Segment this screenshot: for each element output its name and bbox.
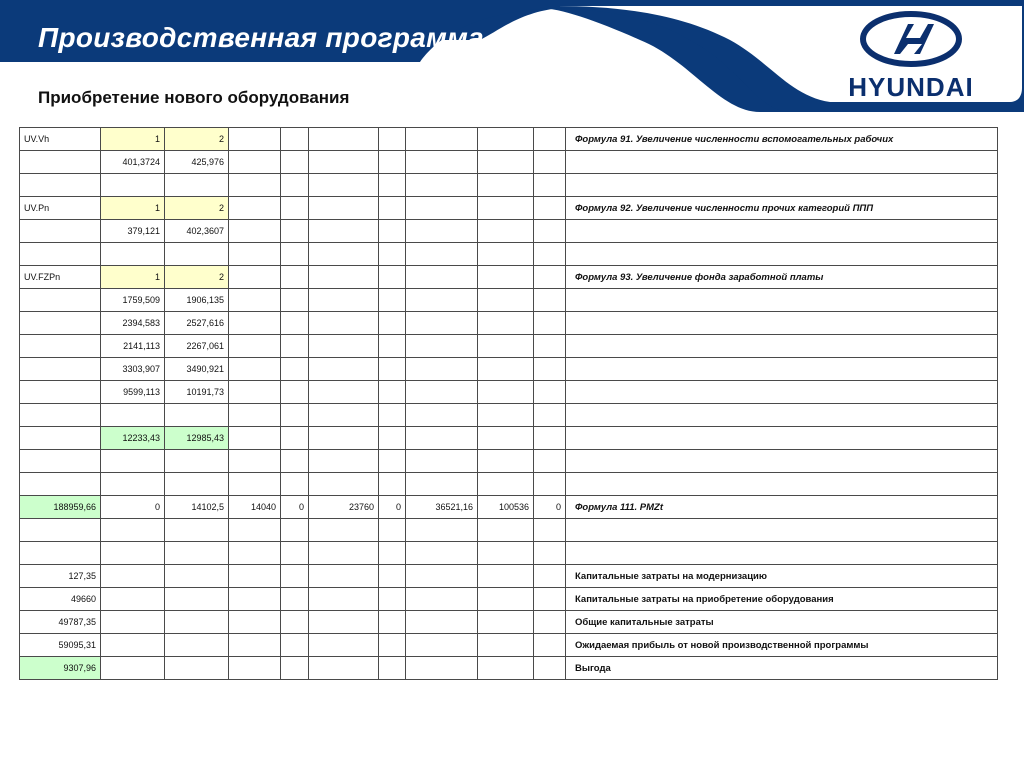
table-cell: 49660 (20, 588, 101, 611)
table-cell: 100536 (478, 496, 534, 519)
table-cell: 1906,135 (165, 289, 229, 312)
table-cell: 1 (101, 197, 165, 220)
table-cell: 2 (165, 197, 229, 220)
table-row (20, 404, 998, 427)
table-cell: 1 (101, 128, 165, 151)
table-row (20, 611, 998, 634)
table-cell (309, 128, 379, 151)
table-cell: 14040 (229, 496, 281, 519)
table-cell: 2267,061 (165, 335, 229, 358)
table-cell: 36521,16 (406, 496, 478, 519)
summary-label: Общие капитальные затраты (566, 611, 998, 634)
table-row (20, 358, 998, 381)
table-cell: 10191,73 (165, 381, 229, 404)
table-cell: 2394,583 (101, 312, 165, 335)
table-cell: UV.Pn (20, 197, 101, 220)
formula-label: Формула 91. Увеличение численности вспомогательных рабочих (566, 128, 998, 151)
table-cell: 0 (281, 496, 309, 519)
table-row (20, 151, 998, 174)
table-cell (534, 128, 566, 151)
table-row (20, 657, 998, 680)
table-cell: 2141,113 (101, 335, 165, 358)
table-row (20, 174, 998, 197)
table-cell: 127,35 (20, 565, 101, 588)
table-row (20, 473, 998, 496)
table-cell: 12233,43 (101, 427, 165, 450)
table-cell: UV.FZPn (20, 266, 101, 289)
table-cell: 2 (165, 128, 229, 151)
hyundai-logo (836, 10, 1016, 100)
table-cell: 0 (101, 496, 165, 519)
table-cell: 12985,43 (165, 427, 229, 450)
formula-label: Формула 111. PMZt (566, 496, 998, 519)
table-row (20, 128, 998, 151)
table-cell: 188959,66 (20, 496, 101, 519)
table-cell: 0 (534, 496, 566, 519)
table-cell: 425,976 (165, 151, 229, 174)
table-cell: 49787,35 (20, 611, 101, 634)
table-cell (281, 128, 309, 151)
summary-label: Капитальные затраты на приобретение оборудования (566, 588, 998, 611)
table-row (20, 381, 998, 404)
table-cell: 1759,509 (101, 289, 165, 312)
table-cell: 402,3607 (165, 220, 229, 243)
hyundai-emblem-icon (836, 10, 986, 68)
table-row (20, 496, 998, 519)
table-row (20, 289, 998, 312)
summary-label: Капитальные затраты на модернизацию (566, 565, 998, 588)
table-cell: 401,3724 (101, 151, 165, 174)
table-cell: 1 (101, 266, 165, 289)
table-row (20, 450, 998, 473)
table-cell: 3490,921 (165, 358, 229, 381)
table-cell (406, 128, 478, 151)
table-cell: 379,121 (101, 220, 165, 243)
hyundai-wordmark: HYUNDAI (848, 72, 974, 102)
table-row (20, 519, 998, 542)
table-row (20, 220, 998, 243)
table-row (20, 197, 998, 220)
table-cell: 9599,113 (101, 381, 165, 404)
table-cell: 9307,96 (20, 657, 101, 680)
table-cell: 2 (165, 266, 229, 289)
table-row (20, 427, 998, 450)
table-row (20, 335, 998, 358)
page-subtitle: Приобретение нового оборудования (38, 88, 350, 107)
table-row (20, 312, 998, 335)
summary-label: Выгода (566, 657, 998, 680)
table-cell: 23760 (309, 496, 379, 519)
table-cell (229, 128, 281, 151)
formula-label: Формула 93. Увеличение фонда заработной платы (566, 266, 998, 289)
table-row (20, 542, 998, 565)
table-row (20, 243, 998, 266)
table-row (20, 266, 998, 289)
data-table (19, 127, 998, 680)
table-row (20, 588, 998, 611)
table-row (20, 634, 998, 657)
table-cell (478, 128, 534, 151)
table-cell: 0 (379, 496, 406, 519)
summary-label: Ожидаемая прибыль от новой производственной программы (566, 634, 998, 657)
table-cell: 3303,907 (101, 358, 165, 381)
table-cell: 14102,5 (165, 496, 229, 519)
table-cell: 2527,616 (165, 312, 229, 335)
table-cell: 59095,31 (20, 634, 101, 657)
table-cell (20, 151, 101, 174)
table-cell: UV.Vh (20, 128, 101, 151)
table-row (20, 565, 998, 588)
page-title: Производственная программа (38, 22, 485, 53)
table-cell (379, 128, 406, 151)
formula-label: Формула 92. Увеличение численности прочих категорий ППП (566, 197, 998, 220)
